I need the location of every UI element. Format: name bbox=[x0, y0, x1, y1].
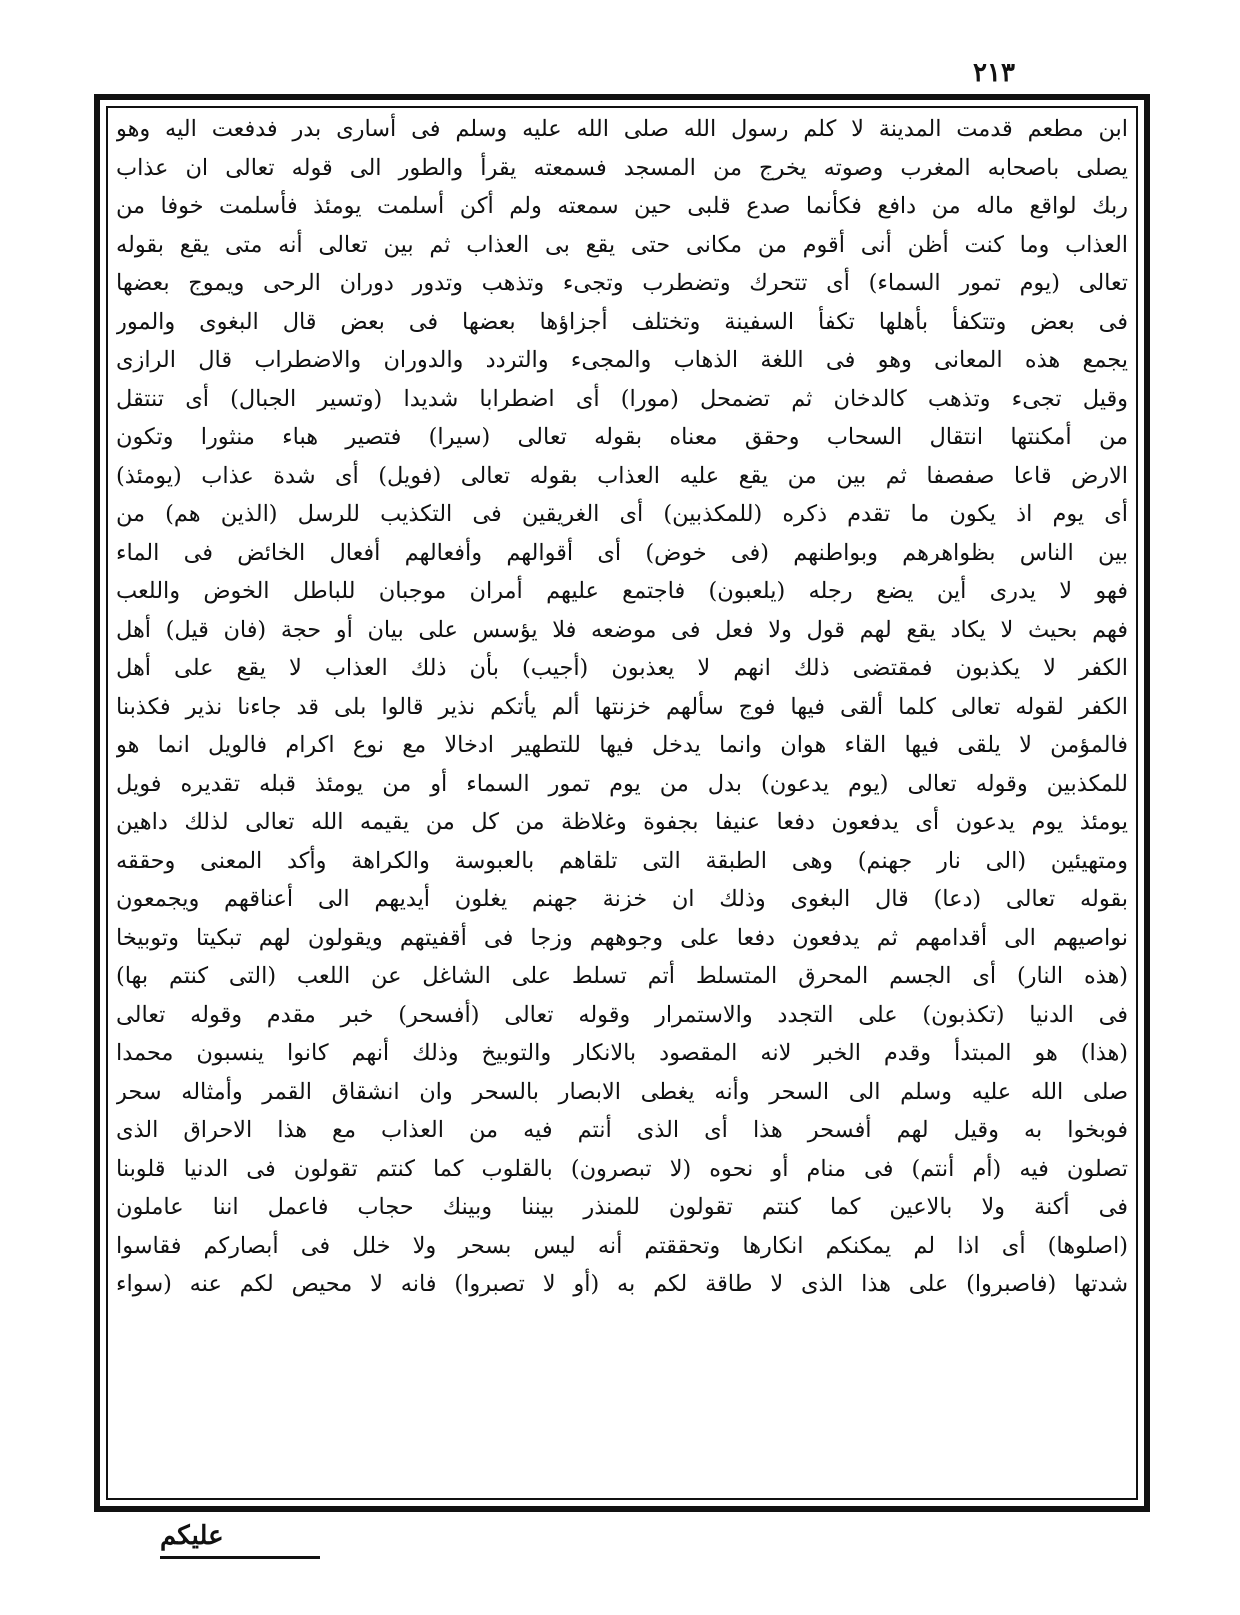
text-line: الارض قاعا صفصفا ثم بين من يقع عليه العذاب بقوله تعالى (فويل) أى شدة عذاب (يومئذ) bbox=[116, 462, 1128, 489]
text-line: فوبخوا به وقيل لهم أفسحر هذا أى الذى أنتم فيه من العذاب مع هذا الاحراق الذى bbox=[116, 1117, 1128, 1143]
text-line: ومتهيئين (الى نار جهنم) وهى الطبقة التى تلقاهم بالعبوسة والكراهة وأكد المعنى وحققه bbox=[116, 847, 1128, 874]
text-line: بقوله تعالى (دعا) قال البغوى وذلك ان خزنة جهنم يغلون أيديهم الى أعناقهم ويجمعون bbox=[116, 886, 1128, 912]
text-line: فى الدنيا (تكذبون) على التجدد والاستمرار وقوله تعالى (أفسحر) خبر مقدم وقوله تعالى bbox=[116, 1001, 1128, 1028]
text-line: ربك لواقع ماله من دافع فكأنما صدع قلبى حين سمعته ولم أكن أسلمت يومئذ فأسلمت خوفا من bbox=[116, 193, 1128, 219]
text-line: شدتها (فاصبروا) على هذا الذى لا طاقة لكم به (أو لا تصبروا) فانه لا محيص لكم عنه (سواء bbox=[116, 1271, 1128, 1297]
text-line: تصلون فيه (أم أنتم) فى منام أو نحوه (لا تبصرون) بالقلوب كما كنتم تقولون فى الدنيا قلوبنا bbox=[116, 1155, 1128, 1182]
text-line: ابن مطعم قدمت المدينة لا كلم رسول الله صلى الله عليه وسلم فى أسارى بدر فدفعت اليه وهو bbox=[116, 116, 1128, 142]
text-line: صلى الله عليه وسلم الى السحر وأنه يغطى الابصار بالسحر وان انشقاق القمر وأمثاله سحر bbox=[116, 1078, 1128, 1105]
catchword: عليكم bbox=[160, 1516, 320, 1559]
text-body bbox=[116, 110, 1128, 1496]
text-line: بين الناس بظواهرهم وبواطنهم (فى خوض) أى أقوالهم وأفعالهم أفعال الخائض فى الماء bbox=[116, 539, 1128, 566]
text-line: للمكذبين وقوله تعالى (يوم يدعون) بدل من يوم تمور السماء أو من يومئذ قبله تقديره فويل bbox=[116, 770, 1128, 797]
text-line: نواصيهم الى أقدامهم ثم يدفعون دفعا على وجوههم وزجا فى أقفيتهم ويقولون لهم تبكيتا وتوبيخا bbox=[116, 924, 1128, 951]
text-line: الكفر لا يكذبون فمقتضى ذلك انهم لا يعذبون (أجيب) بأن ذلك العذاب لا يقع على أهل bbox=[116, 655, 1128, 681]
text-line: يومئذ يوم يدعون أى يدفعون دفعا عنيفا بجفوة وغلاظة من كل من يقيمه الله تعالى لذلك داهين bbox=[116, 809, 1128, 835]
text-line: فى أكنة ولا بالاعين كما كنتم تقولون للمنذر بيننا وبينك حجاب فاعمل اننا عاملون bbox=[116, 1194, 1128, 1220]
text-line: فهو لا يدرى أين يضع رجله (يلعبون) فاجتمع عليهم أمران موجبان للباطل الخوض واللعب bbox=[116, 578, 1128, 604]
text-line: من أمكنتها انتقال السحاب وحقق معناه بقوله تعالى (سيرا) فتصير هباء منثورا وتكون bbox=[116, 424, 1128, 450]
text-line: (هذه النار) أى الجسم المحرق المتسلط أتم تسلط على الشاغل عن اللعب (التى كنتم بها) bbox=[116, 963, 1128, 989]
text-line: فى بعض وتتكفأ بأهلها تكفأ السفينة وتختلف أجزاؤها بعضها فى بعض قال البغوى والمور bbox=[116, 308, 1128, 335]
text-line: (اصلوها) أى اذا لم يمكنكم انكارها وتحققتم أنه ليس بسحر ولا خلل فى أبصاركم فقاسوا bbox=[116, 1232, 1128, 1259]
page-number: ٢١٣ bbox=[973, 58, 1015, 88]
text-line: الكفر لقوله تعالى كلما ألقى فيها فوج سألهم خزنتها ألم يأتكم نذير قالوا بلى قد جاءنا نذير فكذبنا bbox=[116, 693, 1128, 720]
text-line: فالمؤمن لا يلقى فيها القاء هوان وانما يدخل فيها للتطهير ادخالا مع نوع اكرام فالويل انما هو bbox=[116, 732, 1128, 758]
text-line: فهم بحيث لا يكاد يقع لهم قول ولا فعل فى موضعه فلا يؤسس على بيان أو حجة (فان قيل) أهل bbox=[116, 616, 1128, 643]
text-line: يجمع هذه المعانى وهو فى اللغة الذهاب والمجىء والتردد والدوران والاضطراب قال الرازى bbox=[116, 347, 1128, 373]
text-line: أى يوم اذ يكون ما تقدم ذكره (للمكذبين) أى الغريقين فى التكذيب للرسل (الذين هم) من bbox=[116, 501, 1128, 527]
text-line: تعالى (يوم تمور السماء) أى تتحرك وتضطرب وتجىء وتذهب وتدور دوران الرحى ويموج بعضها bbox=[116, 270, 1128, 296]
text-line: يصلى باصحابه المغرب وصوته يخرج من المسجد فسمعته يقرأ والطور الى قوله تعالى ان عذاب bbox=[116, 154, 1128, 181]
text-line: وقيل تجىء وتذهب كالدخان ثم تضمحل (مورا) أى اضطرابا شديدا (وتسير الجبال) أى تنتقل bbox=[116, 385, 1128, 412]
text-line: العذاب وما كنت أظن أنى أقوم من مكانى حتى يقع بى العذاب ثم بين تعالى أنه متى يقع بقوله bbox=[116, 231, 1128, 258]
text-line: (هذا) هو المبتدأ وقدم الخبر لانه المقصود بالانكار والتوبيخ وذلك أنهم كانوا ينسبون محمدا bbox=[116, 1040, 1128, 1066]
